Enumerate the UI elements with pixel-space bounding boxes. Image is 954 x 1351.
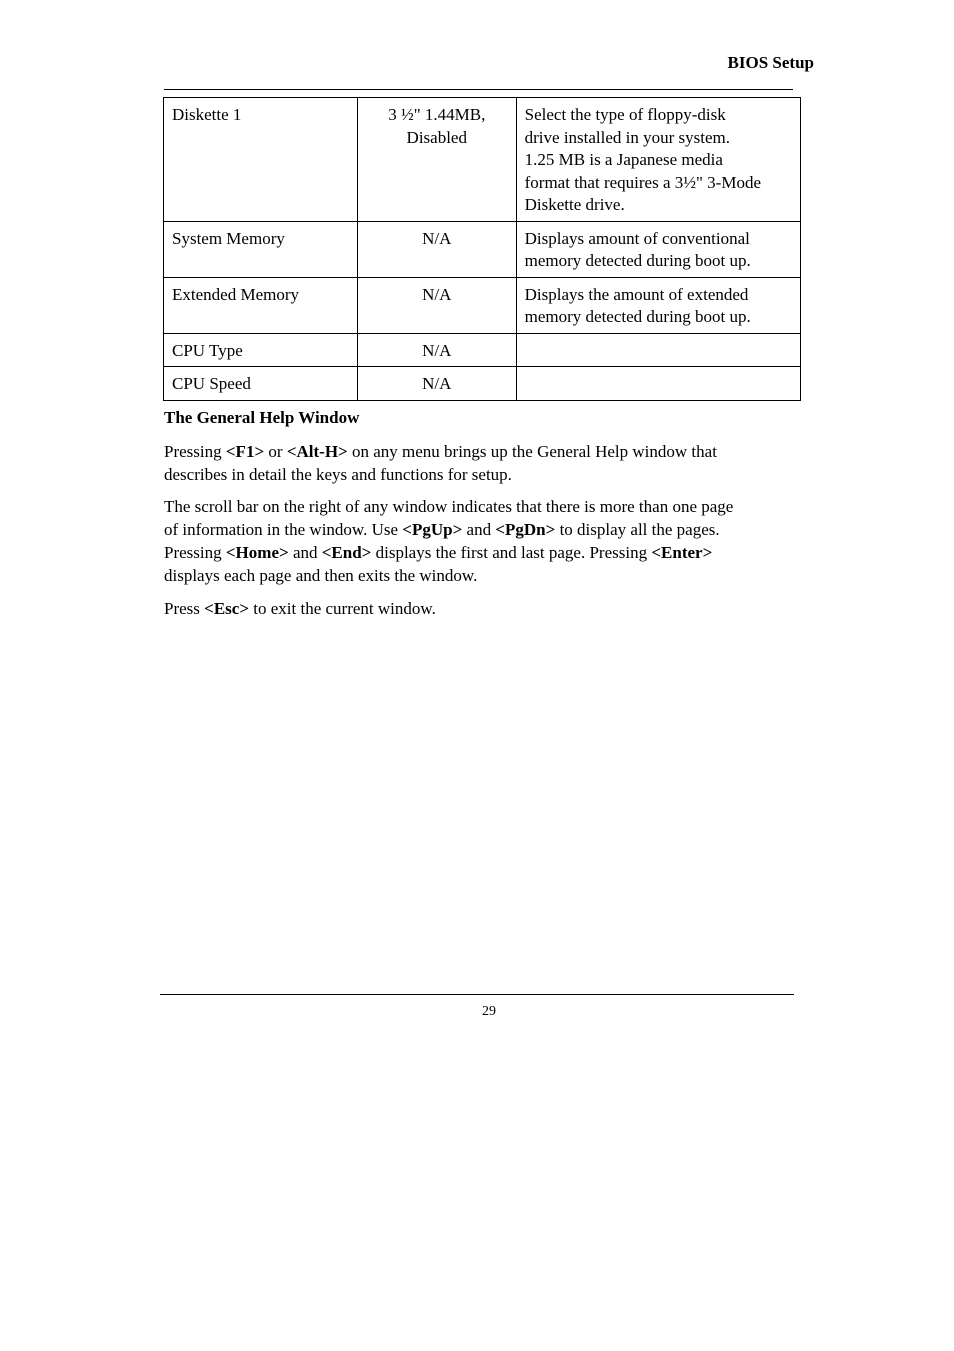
key-name: <Alt-H> (286, 442, 348, 461)
text-run: Pressing (164, 543, 226, 562)
key-name: <PgUp> (402, 520, 463, 539)
section-heading: The General Help Window (164, 408, 360, 427)
setting-name: CPU Speed (172, 374, 251, 393)
description-line: memory detected during boot up. (524, 307, 751, 326)
setting-options-cell (357, 333, 516, 367)
text-run: to exit the current window. (249, 599, 436, 618)
setting-options-cell (357, 98, 516, 222)
bios-settings-table (163, 97, 801, 401)
text-run: to display all the pages. (555, 520, 720, 539)
table-row (164, 277, 801, 333)
paragraph-line (164, 518, 814, 541)
header-divider (164, 89, 793, 90)
description-line: Select the type of floppy-disk (524, 105, 726, 124)
setting-name: System Memory (172, 228, 285, 248)
table-row (164, 367, 801, 401)
text-run: and (462, 520, 496, 539)
paragraph-line (164, 541, 814, 564)
description-line: memory detected during boot up. (524, 251, 751, 270)
key-name: <PgDn> (495, 520, 556, 539)
text-run: or (264, 442, 287, 461)
paragraph-line: describes in detail the keys and functions for setup. (164, 465, 512, 484)
paragraph-line (164, 440, 814, 463)
paragraph-line: The scroll bar on the right of any window indicates that there is more than one page (164, 497, 734, 516)
help-paragraph-f1 (164, 440, 814, 486)
key-name: <Esc> (204, 599, 250, 618)
setting-description-cell (516, 221, 800, 277)
description-line: Displays amount of conventional (524, 228, 750, 248)
setting-name: Extended Memory (172, 284, 299, 304)
setting-option: N/A (422, 228, 452, 248)
description-line: 1.25 MB is a Japanese media (524, 150, 723, 169)
setting-description-cell (516, 277, 800, 333)
description-line: Diskette drive. (524, 195, 625, 214)
setting-name-cell (164, 367, 358, 401)
setting-options-cell (357, 367, 516, 401)
text-run: Pressing (164, 442, 226, 461)
setting-option: N/A (422, 340, 452, 360)
setting-option: N/A (422, 284, 452, 304)
text-run: displays the first and last page. Pressing (371, 543, 652, 562)
page-number: 29 (482, 1004, 496, 1019)
setting-name-cell (164, 277, 358, 333)
setting-options-cell (357, 277, 516, 333)
setting-description-cell (516, 367, 800, 401)
help-paragraph-esc (164, 597, 814, 620)
setting-description-cell (516, 98, 800, 222)
paragraph-line (164, 597, 814, 620)
key-name: <End> (321, 543, 372, 562)
table-row (164, 98, 801, 222)
table-row (164, 221, 801, 277)
setting-name-cell (164, 98, 358, 222)
setting-description-cell (516, 333, 800, 367)
text-run: on any menu brings up the General Help window that (347, 442, 717, 461)
setting-option: Disabled (406, 127, 467, 147)
setting-option: 3 ½" 1.44MB, (388, 105, 486, 124)
description-line: format that requires a 3½" 3-Mode (524, 172, 762, 192)
description-line: Displays the amount of extended (524, 284, 749, 304)
setting-option: N/A (422, 374, 452, 393)
text-run: of information in the window. Use (164, 520, 403, 539)
setting-name: CPU Type (172, 340, 243, 360)
key-name: <Home> (225, 543, 289, 562)
setting-name-cell (164, 333, 358, 367)
setting-name-cell (164, 221, 358, 277)
table-row (164, 333, 801, 367)
description-line: drive installed in your system. (524, 127, 731, 147)
page-header-title: BIOS Setup (727, 53, 814, 72)
text-run: Press (164, 599, 205, 618)
setting-name: Diskette 1 (172, 105, 242, 124)
setting-options-cell (357, 221, 516, 277)
key-name: <Enter> (651, 543, 713, 562)
footer-divider (160, 994, 794, 995)
help-paragraph-scroll (164, 495, 814, 587)
text-run: and (288, 543, 322, 562)
paragraph-line: displays each page and then exits the window. (164, 566, 478, 585)
key-name: <F1> (225, 442, 265, 461)
